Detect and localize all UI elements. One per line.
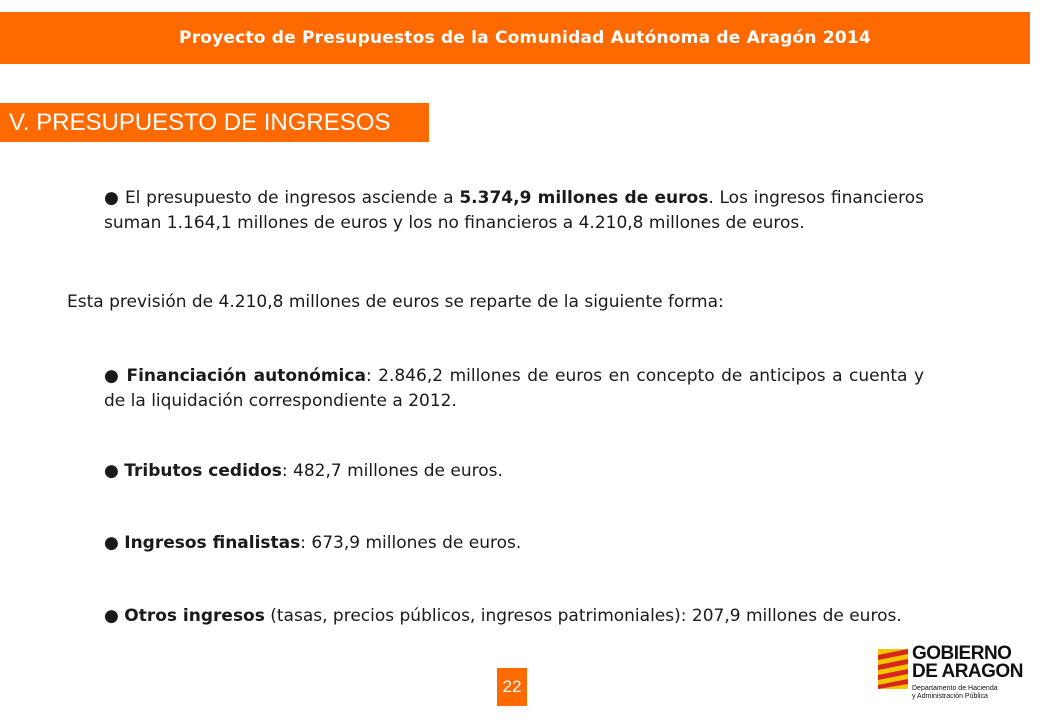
item-text: : 482,7 millones de euros.: [281, 461, 503, 481]
bullet: ●: [104, 188, 120, 208]
header-title: Proyecto de Presupuestos de la Comunidad Autónoma de Aragón 2014: [179, 28, 871, 48]
item-text: : 2.846,2 millones de euros en concepto de anticipos a cuenta y de la liquidación correspondiente a 2012.: [104, 366, 925, 411]
item-label: Financiación autonómica: [126, 366, 366, 386]
bullet: ●: [104, 461, 119, 481]
logo-text: [912, 645, 1023, 681]
list-item-financiacion: [104, 364, 924, 413]
intro-text: Esta previsión de 4.210,8 millones de euros se reparte de la siguiente forma:: [67, 292, 724, 312]
bullet: ●: [104, 606, 119, 626]
bullet: ●: [104, 533, 119, 553]
page-number: 22: [502, 677, 522, 696]
logo-line1: GOBIERNO: [912, 643, 1012, 664]
header-bar: [0, 12, 1030, 64]
summary-text-post: . Los ingresos financieros suman 1.164,1 millones de euros y los no financieros a 4.210,8 millones de euros.: [104, 188, 924, 233]
page-number-badge: [497, 668, 527, 706]
item-label: Otros ingresos: [124, 606, 265, 626]
item-label: Tributos cedidos: [124, 461, 282, 481]
item-label: Ingresos finalistas: [124, 533, 301, 553]
summary-text-pre: El presupuesto de ingresos asciende a: [119, 188, 460, 208]
logo-sub1: Departamento de Hacienda: [912, 685, 998, 692]
item-text: (tasas, precios públicos, ingresos patrimoniales): 207,9 millones de euros.: [264, 606, 902, 626]
logo-subtitle: [912, 685, 998, 701]
list-item-otros: [104, 604, 924, 629]
summary-paragraph: [104, 186, 924, 235]
bullet: ●: [104, 366, 120, 386]
gobierno-aragon-logo: [878, 645, 1028, 713]
summary-total: 5.374,9 millones de euros: [459, 188, 709, 208]
list-item-finalistas: [104, 531, 924, 556]
section-heading: [0, 103, 429, 142]
item-text: : 673,9 millones de euros.: [300, 533, 522, 553]
logo-sub2: y Administración Pública: [912, 693, 988, 700]
list-item-tributos: [104, 459, 924, 484]
section-title: V. PRESUPUESTO DE INGRESOS: [9, 108, 391, 136]
aragon-flag-icon: [878, 649, 908, 689]
logo-line2: DE ARAGON: [912, 661, 1023, 682]
